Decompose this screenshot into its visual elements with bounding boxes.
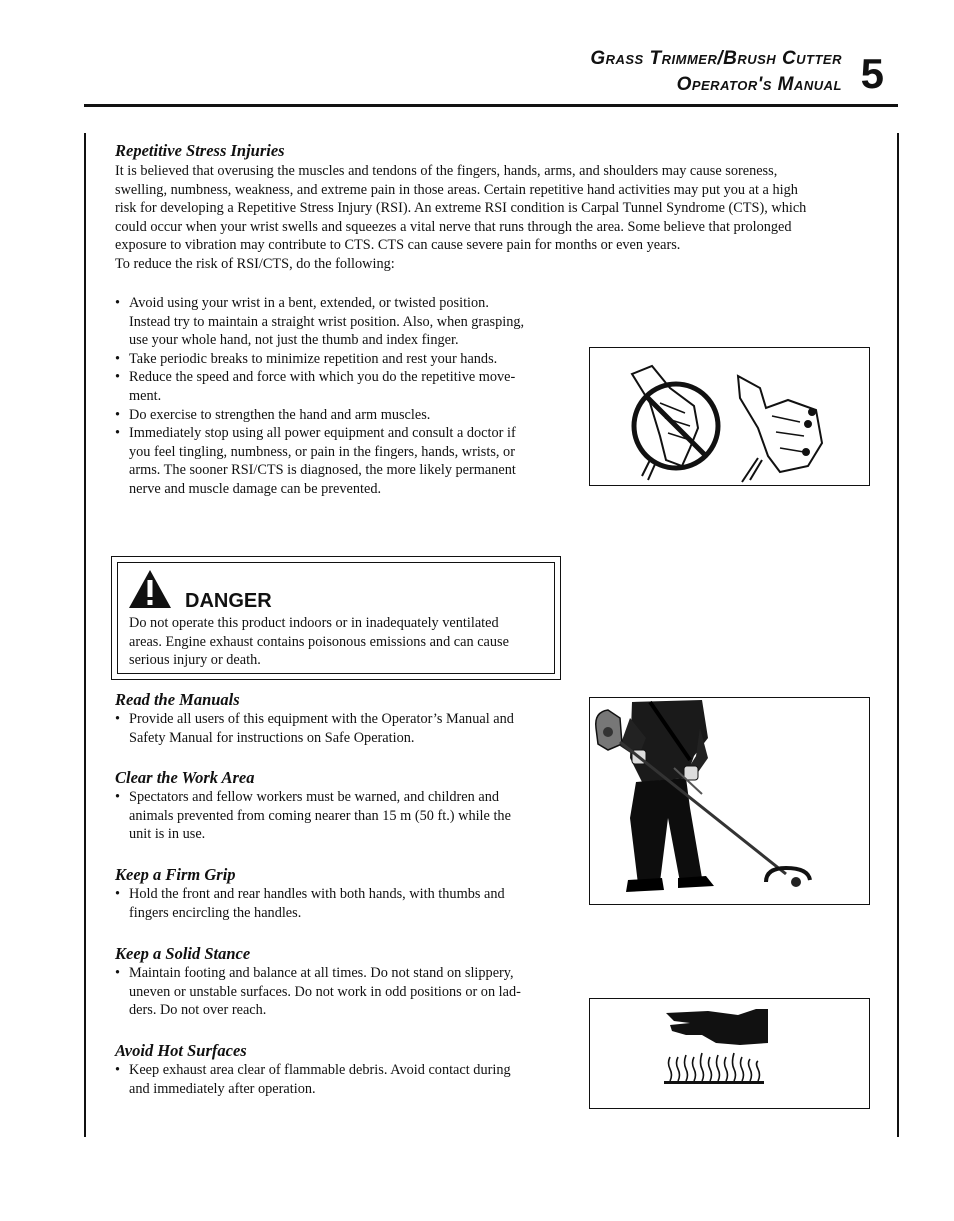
bullet-line: • Maintain footing and balance at all times. Do not stand on slippery, bbox=[129, 965, 514, 981]
warning-triangle-icon bbox=[127, 568, 173, 610]
bullet-line: • Avoid using your wrist in a bent, extended, or twisted position. bbox=[129, 295, 489, 311]
operator-figure bbox=[589, 697, 870, 905]
straight-wrist-hand bbox=[738, 376, 822, 482]
bullet-line: you feel tingling, numbness, or pain in the fingers, hands, wrists, or bbox=[129, 443, 515, 460]
wrist-position-icon bbox=[590, 348, 869, 485]
section-heading-read-manuals: Read the Manuals bbox=[115, 690, 240, 709]
right-margin-rule bbox=[897, 133, 899, 1137]
section-heading-solid-stance: Keep a Solid Stance bbox=[115, 944, 251, 963]
bullet-line: Instead try to maintain a straight wrist position. Also, when grasping, bbox=[129, 313, 525, 330]
bullet-line: • Do exercise to strengthen the hand and arm muscles. bbox=[129, 406, 431, 423]
bullet-line: arms. The sooner RSI/CTS is diagnosed, the more likely permanent bbox=[129, 462, 516, 479]
manual-title bbox=[590, 46, 842, 98]
rsi-paragraph bbox=[115, 162, 885, 274]
bullet-item bbox=[115, 710, 575, 747]
bullet-line: • Keep exhaust area clear of flammable debris. Avoid contact during bbox=[129, 1062, 511, 1078]
bullet-line: nerve and muscle damage can be prevented. bbox=[129, 480, 382, 497]
read-manuals-list bbox=[115, 710, 575, 747]
bullet-line: unit is in use. bbox=[129, 826, 206, 843]
rsi-bullet-list bbox=[115, 294, 575, 499]
wrist-position-figure bbox=[589, 347, 870, 486]
danger-text bbox=[129, 614, 549, 670]
left-margin-rule bbox=[84, 133, 86, 1137]
operator-shoe bbox=[678, 876, 714, 888]
danger-line: serious injury or death. bbox=[129, 652, 261, 669]
rsi-bullet bbox=[115, 294, 575, 350]
hot-surface-icon bbox=[590, 999, 869, 1108]
hot-surface-figure bbox=[589, 998, 870, 1109]
rsi-heading: Repetitive Stress Injuries bbox=[115, 141, 285, 160]
rsi-line: risk for developing a Repetitive Stress Injury (RSI). An extreme RSI condition is Carpal Tunnel Syndrome (CTS), which bbox=[115, 200, 807, 217]
rsi-line: To reduce the risk of RSI/CTS, do the following: bbox=[115, 255, 395, 272]
heat-waves bbox=[669, 1053, 760, 1081]
rsi-bullet bbox=[115, 368, 575, 405]
operator-legs bbox=[630, 778, 702, 884]
hot-surfaces-list bbox=[115, 1061, 575, 1098]
section-heading-clear-area: Clear the Work Area bbox=[115, 768, 255, 787]
danger-title: DANGER bbox=[185, 590, 272, 612]
section-heading-hot-surfaces: Avoid Hot Surfaces bbox=[115, 1041, 247, 1060]
page-number: 5 bbox=[860, 50, 884, 97]
danger-line: Do not operate this product indoors or in inadequately ventilated bbox=[129, 615, 499, 631]
hot-surface-line bbox=[664, 1081, 764, 1084]
bullet-item bbox=[115, 1061, 575, 1098]
bullet-line: ders. Do not over reach. bbox=[129, 1002, 267, 1019]
rsi-line: swelling, numbness, weakness, and extreme pain in those areas. Certain repetitive hand activities may put you at a high bbox=[115, 181, 798, 198]
bullet-line: • Spectators and fellow workers must be warned, and children and bbox=[129, 789, 500, 805]
bullet-line: ment. bbox=[129, 387, 162, 404]
bullet-line: fingers encircling the handles. bbox=[129, 904, 302, 921]
bullet-line: Safety Manual for instructions on Safe Operation. bbox=[129, 729, 415, 746]
rsi-bullet bbox=[115, 406, 575, 425]
trimmer-guard bbox=[766, 868, 810, 882]
rsi-line: exposure to vibration may contribute to CTS. CTS can cause severe pain for months or even years. bbox=[115, 237, 681, 254]
rsi-line: It is believed that overusing the muscles and tendons of the fingers, hands, arms, and shoulders may cause soreness, bbox=[115, 163, 778, 179]
danger-line: areas. Engine exhaust contains poisonous emissions and can cause bbox=[129, 633, 509, 650]
solid-stance-list bbox=[115, 964, 575, 1020]
bullet-line: use your whole hand, not just the thumb and index finger. bbox=[129, 332, 459, 349]
rsi-line: could occur when your wrist swells and squeezes a vital nerve that runs through the area. Some believe that prolonged bbox=[115, 218, 792, 235]
bullet-line: • Reduce the speed and force with which you do the repetitive move- bbox=[129, 369, 516, 386]
bullet-line: and immediately after operation. bbox=[129, 1080, 316, 1097]
bullet-line: • Immediately stop using all power equipment and consult a doctor if bbox=[129, 425, 516, 442]
rsi-bullet bbox=[115, 424, 575, 498]
bullet-line: • Provide all users of this equipment with the Operator’s Manual and bbox=[129, 711, 514, 727]
bullet-item bbox=[115, 964, 575, 1020]
bullet-item bbox=[115, 788, 575, 844]
clear-area-list bbox=[115, 788, 575, 844]
bullet-line: animals prevented from coming nearer than 15 m (50 ft.) while the bbox=[129, 807, 511, 824]
bullet-line: uneven or unstable surfaces. Do not work in odd positions or on lad- bbox=[129, 983, 521, 1000]
section-heading-firm-grip: Keep a Firm Grip bbox=[115, 865, 236, 884]
header-rule bbox=[84, 104, 898, 107]
firm-grip-list bbox=[115, 885, 575, 922]
rsi-bullet bbox=[115, 350, 575, 369]
bullet-item bbox=[115, 885, 575, 922]
hand-silhouette bbox=[666, 1009, 768, 1045]
manual-title-line2: Operator's Manual bbox=[676, 74, 842, 95]
manual-title-line1: Grass Trimmer/Brush Cutter bbox=[590, 48, 842, 69]
bullet-line: • Take periodic breaks to minimize repetition and rest your hands. bbox=[129, 350, 498, 367]
bullet-line: • Hold the front and rear handles with both hands, with thumbs and bbox=[129, 886, 505, 902]
trimmer-operator-icon bbox=[590, 698, 869, 904]
operator-shoe bbox=[626, 878, 664, 892]
